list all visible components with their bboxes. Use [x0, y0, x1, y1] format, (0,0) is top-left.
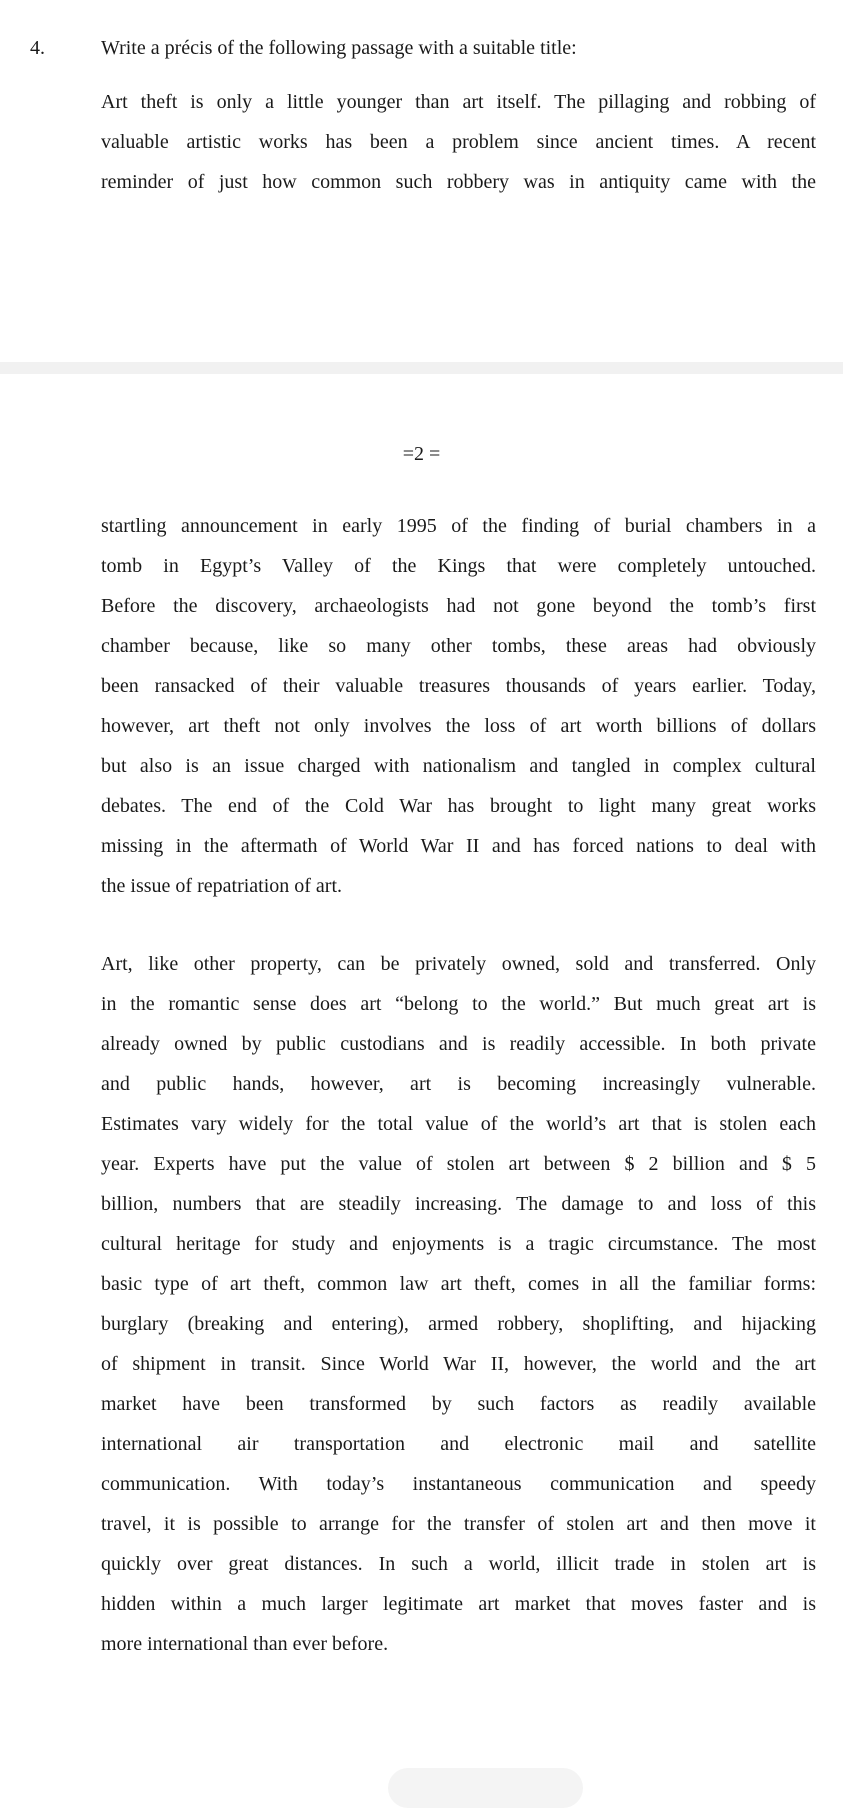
passage-paragraph-1-continued [101, 506, 816, 906]
text-line: in the romantic sense does art “belong to the world.” But much great art is [101, 993, 816, 1015]
page-break [0, 362, 843, 374]
text-line: valuable artistic works has been a problem since ancient times. A recent [101, 131, 816, 153]
scroll-indicator-pill [388, 1768, 583, 1808]
text-line: missing in the aftermath of World War II and has forced nations to deal with [101, 835, 816, 857]
question-number: 4. [30, 37, 45, 59]
text-line: chamber because, like so many other tombs, these areas had obviously [101, 635, 816, 657]
passage-paragraph-2 [101, 944, 816, 1664]
text-line: been ransacked of their valuable treasures thousands of years earlier. Today, [101, 675, 816, 697]
text-line: market have been transformed by such factors as readily available [101, 1393, 816, 1415]
text-line: Before the discovery, archaeologists had not gone beyond the tomb’s first [101, 595, 816, 617]
text-line: tomb in Egypt’s Valley of the Kings that were completely untouched. [101, 555, 816, 577]
text-line: Art theft is only a little younger than art itself. The pillaging and robbing of [101, 91, 816, 113]
text-line: burglary (breaking and entering), armed robbery, shoplifting, and hijacking [101, 1313, 816, 1335]
page-number: =2 = [402, 443, 441, 465]
text-line: and public hands, however, art is becoming increasingly vulnerable. [101, 1073, 816, 1095]
document-page-2 [0, 374, 843, 1789]
text-line: of shipment in transit. Since World War II, however, the world and the art [101, 1353, 816, 1375]
text-line: debates. The end of the Cold War has brought to light many great works [101, 795, 816, 817]
passage-paragraph-1 [101, 82, 816, 202]
document-page-1 [0, 0, 843, 362]
text-line: communication. With today’s instantaneous communication and speedy [101, 1473, 816, 1495]
text-line: cultural heritage for study and enjoyments is a tragic circumstance. The most [101, 1233, 816, 1255]
question-instruction: Write a précis of the following passage with a suitable title: [101, 37, 577, 59]
text-line: billion, numbers that are steadily increasing. The damage to and loss of this [101, 1193, 816, 1215]
text-line: year. Experts have put the value of stolen art between $ 2 billion and $ 5 [101, 1153, 816, 1175]
text-line: startling announcement in early 1995 of the finding of burial chambers in a [101, 515, 816, 537]
text-line: Estimates vary widely for the total value of the world’s art that is stolen each [101, 1113, 816, 1135]
text-line: however, art theft not only involves the loss of art worth billions of dollars [101, 715, 816, 737]
text-line: international air transportation and electronic mail and satellite [101, 1433, 816, 1455]
text-line: the issue of repatriation of art. [101, 875, 343, 897]
text-line: hidden within a much larger legitimate art market that moves faster and is [101, 1593, 816, 1615]
text-line: Art, like other property, can be privately owned, sold and transferred. Only [101, 953, 816, 975]
text-line: more international than ever before. [101, 1633, 389, 1655]
text-line: basic type of art theft, common law art theft, comes in all the familiar forms: [101, 1273, 816, 1295]
text-line: but also is an issue charged with nationalism and tangled in complex cultural [101, 755, 816, 777]
text-line: reminder of just how common such robbery was in antiquity came with the [101, 171, 816, 193]
text-line: already owned by public custodians and is readily accessible. In both private [101, 1033, 816, 1055]
text-line: quickly over great distances. In such a world, illicit trade in stolen art is [101, 1553, 816, 1575]
text-line: travel, it is possible to arrange for the transfer of stolen art and then move it [101, 1513, 816, 1535]
